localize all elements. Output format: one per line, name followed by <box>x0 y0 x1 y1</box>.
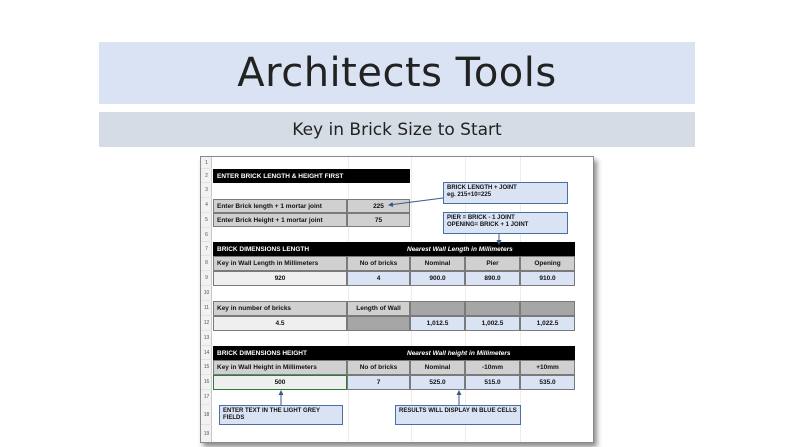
row-number: 11 <box>201 301 212 316</box>
brick-height-label: Enter Brick Height + 1 mortar joint <box>213 213 347 227</box>
note-results-display: RESULTS WILL DISPLAY IN BLUE CELLS <box>395 405 521 425</box>
wall-height-input[interactable]: 500 <box>213 375 347 390</box>
row-number: 5 <box>201 213 212 228</box>
length-bricks-result: 4 <box>347 271 410 286</box>
annotation-arrows <box>201 157 594 443</box>
bricks-count-input[interactable]: 4.5 <box>213 316 347 331</box>
note-brick-length-joint-line1: BRICK LENGTH + JOINT <box>447 185 517 191</box>
row-number: 15 <box>201 360 212 375</box>
height-header-key: Key in Wall Height in Millimeters <box>213 360 347 375</box>
length-of-wall-header: Length of Wall <box>347 301 410 316</box>
row-number: 12 <box>201 316 212 331</box>
height-header-minus10: -10mm <box>465 360 520 375</box>
height-header-bricks: No of bricks <box>347 360 410 375</box>
header-enter-brick-first: ENTER BRICK LENGTH & HEIGHT FIRST <box>213 169 410 183</box>
page-subtitle: Key in Brick Size to Start <box>99 112 695 147</box>
note-brick-length-joint-line2: eg. 215+10=225 <box>447 192 492 198</box>
note-opening-formula: OPENING= BRICK + 1 JOINT <box>447 222 529 228</box>
row-number: 18 <box>201 405 212 425</box>
length-opening-result: 910.0 <box>520 271 575 286</box>
height-header-plus10: +10mm <box>520 360 575 375</box>
row-number: 3 <box>201 183 212 198</box>
length-section-subtitle: Nearest Wall Length in Millimeters <box>407 245 513 253</box>
length-header-nominal: Nominal <box>410 256 465 271</box>
arrow-to-brick-length <box>389 198 443 205</box>
wall-length-nominal-result: 1,012.5 <box>410 316 465 331</box>
wall-length-pier-result: 1,002.5 <box>465 316 520 331</box>
row-number: 14 <box>201 346 212 360</box>
brick-length-label: Enter Brick length + 1 mortar joint <box>213 199 347 213</box>
height-plus10-result: 535.0 <box>520 375 575 390</box>
note-pier-formula: PIER = BRICK - 1 JOINT <box>447 215 515 221</box>
length-header-opening: Opening <box>520 256 575 271</box>
note-enter-text: ENTER TEXT IN THE LIGHT GREY FIELDS <box>219 405 343 425</box>
spreadsheet-screenshot <box>200 156 594 443</box>
row-number: 17 <box>201 390 212 405</box>
wall-length-opening-result: 1,022.5 <box>520 316 575 331</box>
row-number: 4 <box>201 198 212 213</box>
row-number: 7 <box>201 242 212 256</box>
brick-height-input[interactable]: 75 <box>347 213 410 227</box>
brick-length-input[interactable]: 225 <box>347 199 410 213</box>
height-minus10-result: 515.0 <box>465 375 520 390</box>
height-bricks-result: 7 <box>347 375 410 390</box>
row-number: 19 <box>201 425 212 443</box>
length-pier-result: 890.0 <box>465 271 520 286</box>
length-header-pier: Pier <box>465 256 520 271</box>
length-nominal-result: 900.0 <box>410 271 465 286</box>
height-section-title-text: BRICK DIMENSIONS HEIGHT <box>217 349 307 357</box>
length-section-title-text: BRICK DIMENSIONS LENGTH <box>217 245 310 253</box>
height-nominal-result: 525.0 <box>410 375 465 390</box>
bricks-count-header: Key in number of bricks <box>213 301 347 316</box>
wall-length-input[interactable]: 920 <box>213 271 347 286</box>
height-header-nominal: Nominal <box>410 360 465 375</box>
row-number: 2 <box>201 169 212 183</box>
row-number: 6 <box>201 228 212 242</box>
row-number: 9 <box>201 271 212 286</box>
row-number: 10 <box>201 286 212 301</box>
height-section-subtitle: Nearest Wall height in Millimeters <box>407 349 511 357</box>
row-number: 13 <box>201 331 212 346</box>
length-header-bricks: No of bricks <box>347 256 410 271</box>
length-header-key: Key in Wall Length in Millimeters <box>213 256 347 271</box>
page-title: Architects Tools <box>99 42 695 104</box>
row-number: 1 <box>201 157 212 169</box>
row-number: 16 <box>201 375 212 390</box>
row-number: 8 <box>201 256 212 271</box>
